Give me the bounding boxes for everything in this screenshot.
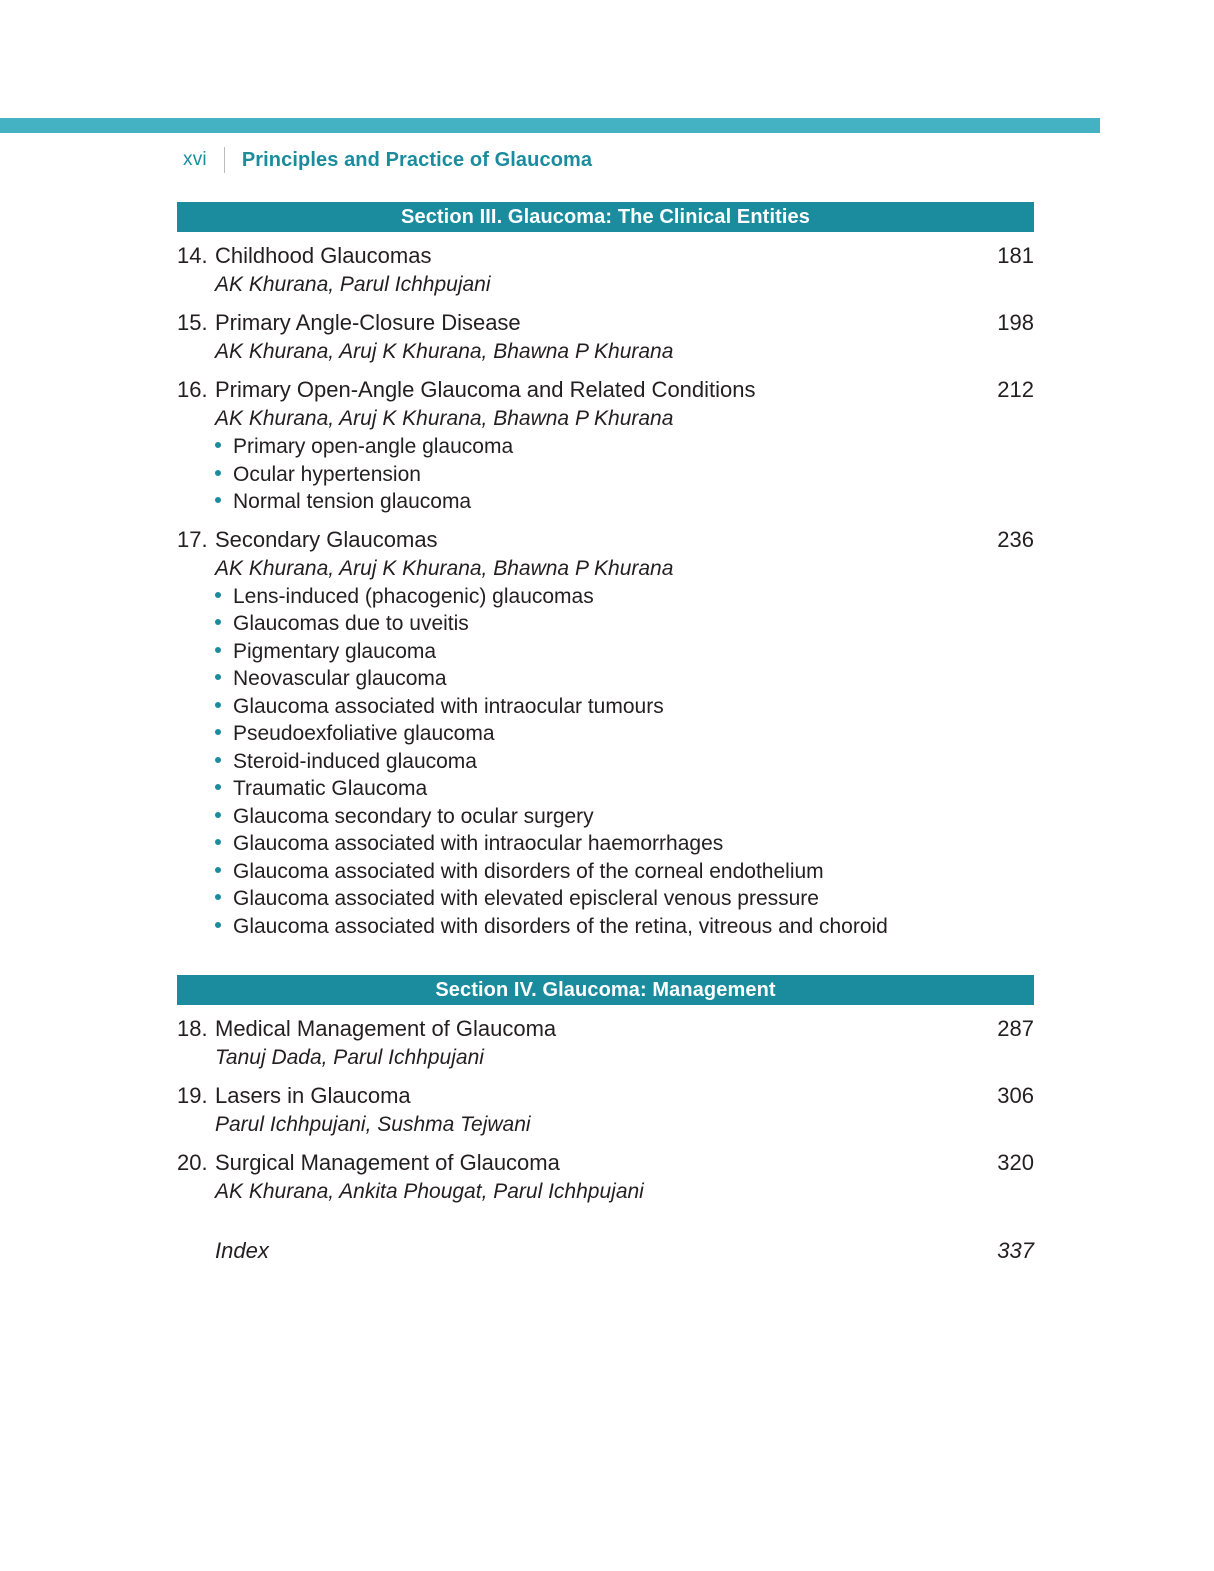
chapter-title: Childhood Glaucomas	[215, 243, 432, 268]
chapter-authors: AK Khurana, Ankita Phougat, Parul Ichhpujani	[215, 1180, 644, 1203]
chapter-title-row[interactable]	[177, 308, 1034, 337]
chapter-topic-item	[215, 775, 1034, 803]
chapter-page-number: 236	[997, 526, 1034, 552]
chapter-title: Lasers in Glaucoma	[215, 1083, 411, 1108]
bullet-dot-icon	[215, 702, 221, 708]
chapter-topic-item	[215, 638, 1034, 666]
chapter-topic-label: Steroid-induced glaucoma	[233, 749, 477, 773]
chapter-number: 15.	[177, 310, 208, 335]
table-of-contents	[177, 202, 1034, 1265]
chapter-topic-item	[215, 913, 1034, 941]
chapter-title-row[interactable]	[177, 241, 1034, 270]
top-decorative-rule	[0, 118, 1100, 133]
chapter-title: Medical Management of Glaucoma	[215, 1016, 557, 1041]
chapter-title: Secondary Glaucomas	[215, 526, 438, 552]
chapter-topic-item	[215, 748, 1034, 776]
chapter-entry[interactable]	[177, 1072, 1034, 1139]
chapter-page-number: 181	[997, 243, 1034, 268]
chapter-topic-label: Ocular hypertension	[233, 462, 421, 486]
chapter-title-row[interactable]	[177, 1014, 1034, 1043]
bullet-dot-icon	[215, 729, 221, 735]
chapter-title-row[interactable]	[177, 1148, 1034, 1177]
chapter-topic-list	[177, 583, 1034, 941]
chapter-topic-label: Glaucoma associated with disorders of the corneal endothelium	[233, 859, 824, 883]
chapter-topic-label: Pseudoexfoliative glaucoma	[233, 722, 495, 745]
chapter-title-row[interactable]	[177, 525, 1034, 554]
chapter-topic-item	[215, 461, 1034, 489]
chapter-page-number: 287	[997, 1016, 1034, 1041]
chapter-title-row[interactable]	[177, 375, 1034, 404]
chapter-number: 20.	[177, 1150, 208, 1175]
index-label: Index	[215, 1238, 269, 1263]
chapter-list	[177, 1005, 1034, 1206]
page-folio: xvi	[183, 149, 207, 170]
bullet-dot-icon	[215, 839, 221, 845]
chapter-authors: AK Khurana, Parul Ichhpujani	[215, 273, 491, 296]
chapter-topic-label: Primary open-angle glaucoma	[233, 435, 514, 458]
chapter-topic-item	[215, 433, 1034, 461]
chapter-topic-item	[215, 720, 1034, 748]
chapter-entry[interactable]	[177, 232, 1034, 299]
chapter-topic-item	[215, 488, 1034, 516]
chapter-topic-label: Pigmentary glaucoma	[233, 639, 437, 663]
chapter-entry[interactable]	[177, 366, 1034, 516]
chapter-topic-item	[215, 858, 1034, 886]
chapter-entry[interactable]	[177, 1139, 1034, 1206]
chapter-page-number: 306	[997, 1083, 1034, 1108]
chapter-entry[interactable]	[177, 516, 1034, 941]
bullet-dot-icon	[215, 592, 221, 598]
chapter-topic-item	[215, 583, 1034, 611]
chapter-title: Primary Open-Angle Glaucoma and Related Conditions	[215, 377, 756, 402]
chapter-topic-item	[215, 803, 1034, 831]
chapter-number: 18.	[177, 1016, 208, 1041]
chapter-topic-list	[177, 433, 1034, 516]
chapter-number: 17.	[177, 526, 208, 552]
section-banner: Section IV. Glaucoma: Management	[177, 975, 1034, 1005]
bullet-dot-icon	[215, 757, 221, 763]
index-entry[interactable]	[177, 1236, 1034, 1265]
chapter-list	[177, 232, 1034, 940]
chapter-page-number: 212	[997, 377, 1034, 402]
chapter-entry[interactable]	[177, 1005, 1034, 1072]
bullet-dot-icon	[215, 647, 221, 653]
chapter-topic-label: Traumatic Glaucoma	[233, 777, 428, 800]
bullet-dot-icon	[215, 442, 221, 448]
chapter-topic-label: Glaucoma secondary to ocular surgery	[233, 804, 594, 828]
chapter-topic-item	[215, 610, 1034, 638]
chapter-topic-item	[215, 885, 1034, 913]
chapter-topic-label: Glaucoma associated with intraocular tumours	[233, 694, 664, 718]
bullet-dot-icon	[215, 922, 221, 928]
index-page-number: 337	[997, 1238, 1034, 1263]
chapter-title: Surgical Management of Glaucoma	[215, 1150, 560, 1175]
chapter-authors: Parul Ichhpujani, Sushma Tejwani	[215, 1113, 531, 1136]
bullet-dot-icon	[215, 619, 221, 625]
bullet-dot-icon	[215, 784, 221, 790]
chapter-topic-item	[215, 830, 1034, 858]
chapter-authors: Tanuj Dada, Parul Ichhpujani	[215, 1046, 484, 1069]
chapter-number: 16.	[177, 377, 208, 402]
book-title: Principles and Practice of Glaucoma	[241, 148, 593, 171]
chapter-topic-label: Glaucoma associated with intraocular haemorrhages	[233, 832, 724, 855]
chapter-authors: AK Khurana, Aruj K Khurana, Bhawna P Khurana	[215, 340, 674, 363]
chapter-topic-label: Glaucomas due to uveitis	[233, 612, 469, 635]
chapter-topic-label: Normal tension glaucoma	[233, 490, 472, 513]
chapter-topic-item	[215, 665, 1034, 693]
section-banner: Section III. Glaucoma: The Clinical Entities	[177, 202, 1034, 232]
bullet-dot-icon	[215, 812, 221, 818]
chapter-entry[interactable]	[177, 299, 1034, 366]
running-header	[183, 145, 592, 175]
chapter-topic-label: Lens-induced (phacogenic) glaucomas	[233, 584, 594, 608]
chapter-authors: AK Khurana, Aruj K Khurana, Bhawna P Khurana	[215, 407, 674, 430]
bullet-dot-icon	[215, 497, 221, 503]
chapter-page-number: 320	[997, 1150, 1034, 1175]
bullet-dot-icon	[215, 894, 221, 900]
chapter-title-row[interactable]	[177, 1081, 1034, 1110]
chapter-topic-label: Glaucoma associated with elevated episcleral venous pressure	[233, 887, 819, 910]
chapter-topic-label: Neovascular glaucoma	[233, 667, 447, 690]
chapter-title: Primary Angle-Closure Disease	[215, 310, 521, 335]
bullet-dot-icon	[215, 674, 221, 680]
bullet-dot-icon	[215, 470, 221, 476]
chapter-page-number: 198	[997, 310, 1034, 335]
chapter-number: 14.	[177, 243, 208, 268]
chapter-topic-label: Glaucoma associated with disorders of the retina, vitreous and choroid	[233, 914, 888, 938]
chapter-authors: AK Khurana, Aruj K Khurana, Bhawna P Khurana	[215, 556, 674, 580]
chapter-number: 19.	[177, 1083, 208, 1108]
chapter-topic-item	[215, 693, 1034, 721]
bullet-dot-icon	[215, 867, 221, 873]
